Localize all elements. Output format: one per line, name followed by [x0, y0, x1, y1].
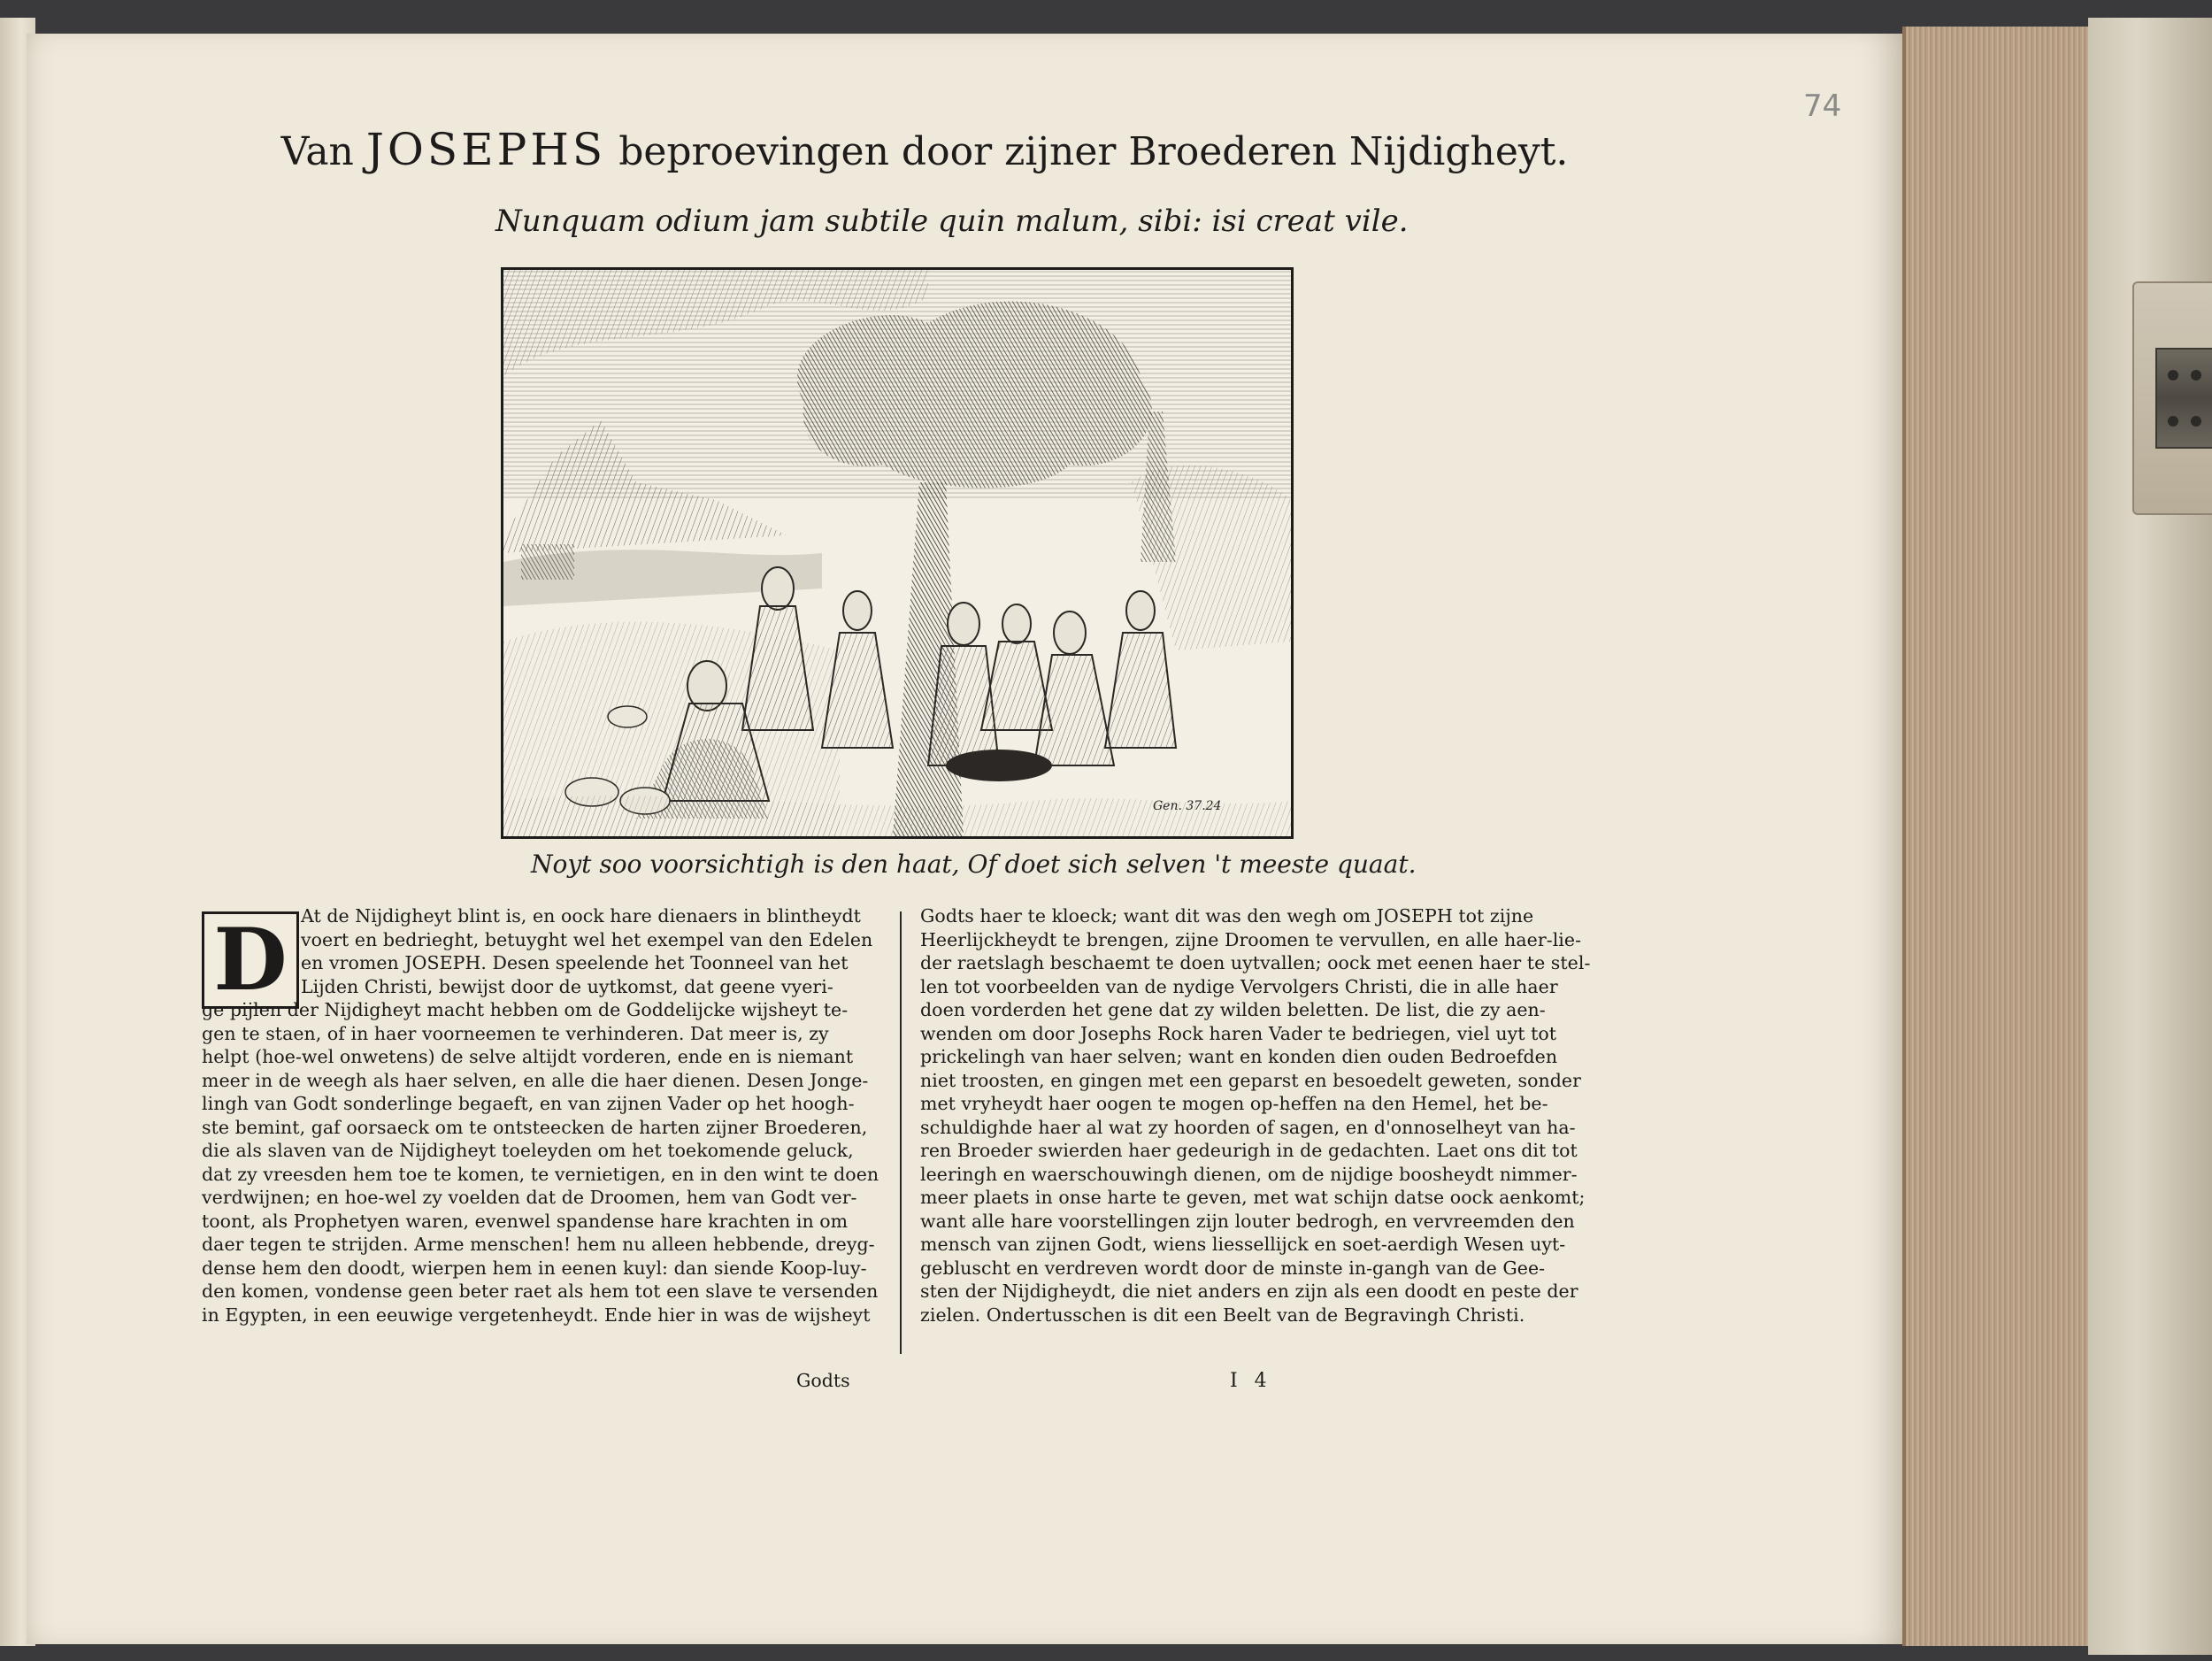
text-line: niet troosten, en gingen met een geparst en besoedelt geweten, sonder [920, 1069, 1581, 1091]
folio-number: 74 [1803, 88, 1842, 124]
text-line: Heerlijckheydt te brengen, zijne Droomen te vervullen, en alle haer-lie- [920, 928, 1582, 950]
title-name: JOSEPHS [365, 124, 607, 175]
signature-mark: I 4 [1230, 1370, 1272, 1392]
text-line: want alle hare voorstellingen zijn louter bedrogh, en vervreemden den [920, 1210, 1575, 1232]
text-line: Godts haer te kloeck; want dit was den wegh om JOSEPH tot zijne [920, 905, 1534, 927]
text-line: gebluscht en verdreven wordt door de minste in-gangh van de Gee- [920, 1257, 1546, 1279]
book-binding [2088, 18, 2212, 1655]
text-line: schuldighde haer al wat zy hoorden of sagen, en d'onnoselheyt van ha- [920, 1116, 1576, 1138]
decorated-initial: D [202, 911, 299, 1009]
engraving-illustration [501, 267, 1294, 839]
engraving-caption: Noyt soo voorsichtigh is den haat, Of doet sich selven 't meeste quaat. [531, 850, 1417, 879]
column-divider [900, 911, 902, 1354]
text-line: Lijden Christi, bewijst door de uytkomst, dat geene vyeri- [301, 975, 833, 997]
text-line: leeringh en waerschouwingh dienen, om de nijdige boosheydt nimmer- [920, 1163, 1578, 1185]
text-line: daer tegen te strijden. Arme menschen! hem nu alleen hebbende, dreyg- [202, 1234, 875, 1255]
text-line: der raetslagh beschaemt te doen uytvallen; oock met eenen haer te stel- [920, 952, 1591, 973]
latin-motto: Nunquam odium jam subtile quin malum, sibi: isi creat vile. [495, 204, 1409, 239]
text-line: voert en bedrieght, betuyght wel het exempel van den Edelen [301, 928, 873, 950]
title-prefix: Van [280, 129, 354, 174]
rivet-icon [2168, 370, 2178, 381]
text-line: toont, als Prophetyen waren, evenwel spandense hare krachten in om [202, 1210, 849, 1232]
text-line: dat zy vreesden hem toe te komen, te vernietigen, en in den wint te doen [202, 1163, 879, 1185]
text-line: len tot voorbeelden van de nydige Vervolgers Christi, die in alle haer [920, 975, 1558, 997]
text-line: doen vorderden het gene dat zy wilden beletten. De list, die zy aen- [920, 999, 1546, 1020]
engraving-scene [503, 270, 1291, 836]
text-line: ge pijlen der Nijdigheyt macht hebben om de Goddelijcke wijsheyt te- [202, 999, 849, 1020]
rivet-icon [2191, 416, 2201, 427]
text-line: die als slaven van de Nijdigheyt toeleyden om het toekomende geluck, [202, 1140, 854, 1161]
text-line: prickelingh van haer selven; want en konden dien ouden Bedroefden [920, 1046, 1558, 1067]
text-line: ste bemint, gaf oorsaeck om te ontsteecken de harten zijner Broederen, [202, 1116, 868, 1138]
title-rest: beproevingen door zijner Broederen Nijdigheyt. [618, 129, 1569, 174]
text-line: en vromen JOSEPH. Desen speelende het Toonneel van het [301, 952, 849, 973]
text-line: sten der Nijdigheydt, die niet anders en zijn als een doodt en peste der [920, 1280, 1578, 1302]
text-line: ren Broeder swierden haer gedeurigh in de gedachten. Laet ons dit tot [920, 1140, 1578, 1161]
plate-reference: Gen. 37.24 [1153, 799, 1222, 813]
text-line: in Egypten, in een eeuwige vergetenheydt. Ende hier in was de wijsheyt [202, 1303, 871, 1326]
right-text-column [920, 904, 1601, 1326]
clasp-hinge [2155, 348, 2212, 449]
text-line: gen te staen, of in haer voorneemen te verhinderen. Dat meer is, zy [202, 1022, 829, 1044]
text-line: At de Nijdigheyt blint is, en oock hare dienaers in blintheydt [301, 905, 861, 927]
text-line: wenden om door Josephs Rock haren Vader te bedriegen, viel uyt tot [920, 1022, 1557, 1044]
text-line: meer plaets in onse harte te geven, met wat schijn datse oock aenkomt; [920, 1187, 1586, 1208]
text-line: met vryheydt haer oogen te mogen op-heffen na den Hemel, het be- [920, 1093, 1548, 1114]
page-fore-edge [1902, 27, 2092, 1646]
text-line: zielen. Ondertusschen is dit een Beelt van de Begravingh Christi. [920, 1303, 1525, 1326]
rivet-icon [2191, 370, 2201, 381]
left-text-column [202, 904, 910, 1326]
text-line: den komen, vondense geen beter raet als hem tot een slave te versenden [202, 1280, 879, 1302]
rivet-icon [2168, 416, 2178, 427]
text-line: meer in de weegh als haer selven, en alle die haer dienen. Desen Jonge- [202, 1069, 869, 1091]
text-line: dense hem den doodt, wierpen hem in eenen kuyl: dan siende Koop-luy- [202, 1257, 867, 1279]
text-line: helpt (hoe-wel onwetens) de selve altijdt vorderen, ende en is niemant [202, 1046, 854, 1067]
page-title [274, 124, 1575, 175]
text-line: lingh van Godt sonderlinge begaeft, en van zijnen Vader op het hoogh- [202, 1093, 855, 1114]
catchword: Godts [796, 1370, 850, 1391]
text-line: verdwijnen; en hoe-wel zy voelden dat de Droomen, hem van Godt ver- [202, 1187, 857, 1208]
text-line: mensch van zijnen Godt, wiens liessellijck en soet-aerdigh Wesen uyt- [920, 1234, 1566, 1255]
